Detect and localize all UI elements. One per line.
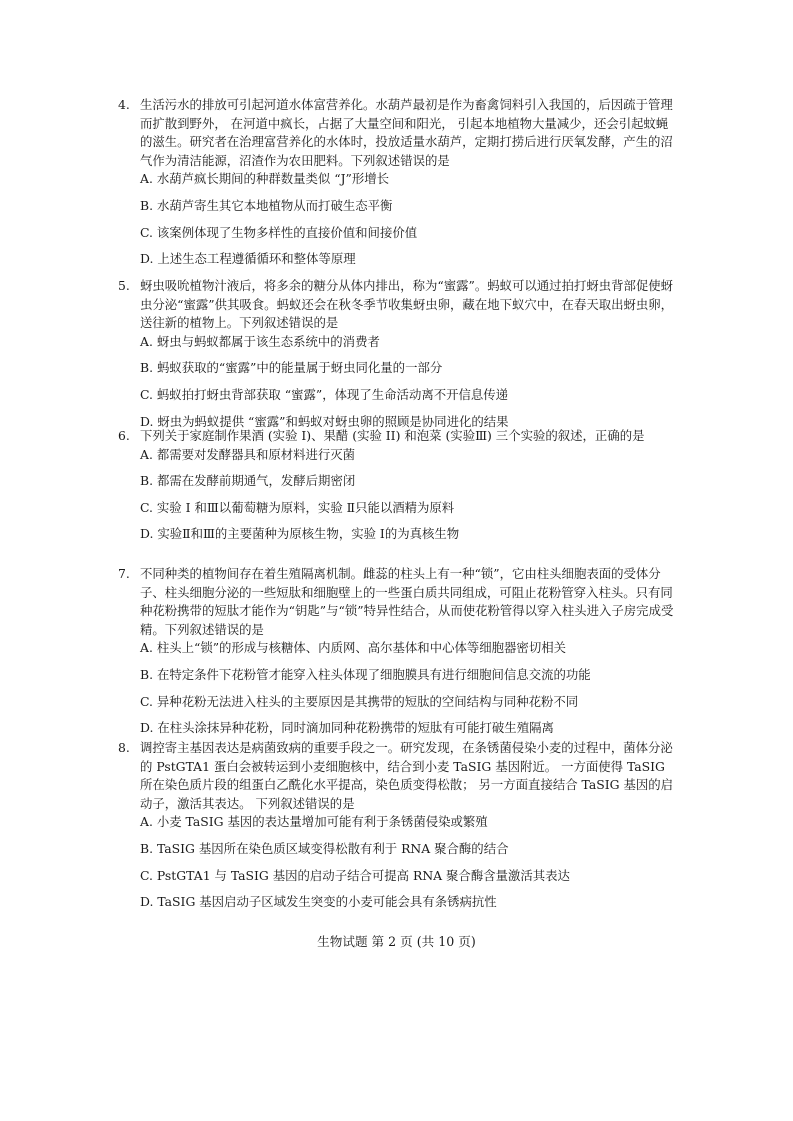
- question-stem: 蚜虫吸吮植物汁液后，将多余的糖分从体内排出，称为“蜜露”。蚂蚁可以通过拍打蚜虫背部促使蚜虫分泌“蜜露”供其吸食。蚂蚁还会在秋冬季节收集蚜虫卵，藏在地下蚁穴中，在春天取出蚜虫卵，送往新的植物上。下列叙述错误的是: [140, 278, 674, 331]
- option-d: D. 实验Ⅱ和Ⅲ的主要菌种为原核生物，实验 Ⅰ的为真核生物: [140, 526, 460, 542]
- option-b: B. TaSIG 基因所在染色质区域变得松散有利于 RNA 聚合酶的结合: [140, 840, 509, 856]
- question-number: 4.: [118, 97, 130, 112]
- option-c: C. PstGTA1 与 TaSIG 基因的启动子结合可提高 RNA 聚合酶含量激活其表达: [140, 867, 570, 883]
- question-number: 7.: [118, 566, 130, 581]
- option-c: C. 蚂蚁拍打蚜虫背部获取 “蜜露”，体现了生命活动离不开信息传递: [140, 386, 509, 402]
- question-number: 8.: [118, 740, 130, 755]
- question-number: 5.: [118, 278, 130, 293]
- option-a: A. 柱头上“锁”的形成与核糖体、内质网、高尔基体和中心体等细胞器密切相关: [140, 640, 566, 656]
- option-c: C. 实验 I 和Ⅲ以葡萄糖为原料，实验 Ⅱ只能以酒精为原料: [140, 499, 455, 515]
- option-a: A. 水葫芦疯长期间的种群数量类似 “J”形增长: [140, 171, 390, 187]
- option-b: B. 在特定条件下花粉管才能穿入柱头体现了细胞膜具有进行细胞间信息交流的功能: [140, 666, 591, 682]
- question-stem: 下列关于家庭制作果酒 (实验 I)、果醋 (实验 II) 和泡菜 (实验Ⅲ) 三个实验的叙述，正确的是: [140, 428, 645, 443]
- option-a: A. 都需要对发酵器具和原材料进行灭菌: [140, 446, 356, 462]
- option-d: D. 蚜虫为蚂蚁提供 “蜜露”和蚂蚁对蚜虫卵的照顾是协同进化的结果: [140, 413, 509, 429]
- question-stem: 生活污水的排放可引起河道水体富营养化。水葫芦最初是作为畜禽饲料引入我国的，后因疏于管理而扩散到野外， 在河道中疯长，占据了大量空间和阳光， 引起本地植物大量减少，还会引起蚊蝇的滋生。研究者在治理富营养化的水体时，投放适量水葫芦，定期打捞后进行厌氧发酵，产生的沼气作为清洁能源，沼渣作为农田肥料。下列叙述错误的是: [140, 97, 673, 168]
- option-c: C. 异种花粉无法进入柱头的主要原因是其携带的短肽的空间结构与同种花粉不同: [140, 693, 579, 709]
- question-5: [118, 277, 678, 431]
- question-6: [118, 427, 678, 544]
- option-d: D. TaSIG 基因启动子区域发生突变的小麦可能会具有条锈病抗性: [140, 894, 497, 910]
- question-7: [118, 565, 678, 738]
- question-4: [118, 96, 678, 269]
- option-b: B. 水葫芦寄生其它本地植物从而打破生态平衡: [140, 197, 393, 213]
- question-number: 6.: [118, 428, 130, 443]
- question-8: [118, 739, 678, 912]
- option-d: D. 在柱头涂抹异种花粉，同时滴加同种花粉携带的短肽有可能打破生殖隔离: [140, 720, 554, 736]
- page-footer: 生物试题 第 2 页 (共 10 页): [317, 934, 476, 949]
- option-d: D. 上述生态工程遵循循环和整体等原理: [140, 251, 356, 267]
- option-b: B. 都需在发酵前期通气，发酵后期密闭: [140, 473, 356, 489]
- option-b: B. 蚂蚁获取的“蜜露”中的能量属于蚜虫同化量的一部分: [140, 360, 443, 376]
- option-c: C. 该案例体现了生物多样性的直接价值和间接价值: [140, 224, 418, 240]
- option-a: A. 蚜虫与蚂蚁都属于该生态系统中的消费者: [140, 333, 380, 349]
- option-a: A. 小麦 TaSIG 基因的表达量增加可能有利于条锈菌侵染或繁殖: [140, 814, 488, 830]
- question-stem: 不同种类的植物间存在着生殖隔离机制。雌蕊的柱头上有一种“锁”，它由柱头细胞表面的受体分子、柱头细胞分泌的一些短肽和细胞壁上的一些蛋白质共同组成，可阻止花粉管穿入柱头。只有同种花粉携带的短肽才能作为“钥匙”与“锁”特异性结合，从而使花粉管得以穿入柱头进入子房完成受精。下列叙述错误的是: [140, 566, 674, 637]
- question-stem: 调控寄主基因表达是病菌致病的重要手段之一。研究发现，在条锈菌侵染小麦的过程中，菌体分泌的 PstGTA1 蛋白会被转运到小麦细胞核中，结合到小麦 TaSIG 基因附近。 一方面使得 TaSIG 所在染色质片段的组蛋白乙酰化水平提高，染色质变得松散； 另一方面直接结合 TaSIG 基因的启动子，激活其表达。 下列叙述错误的是: [140, 740, 674, 811]
